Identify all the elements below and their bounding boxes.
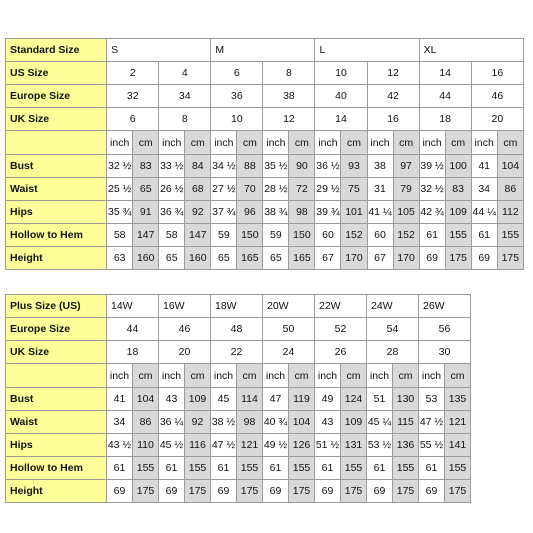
europe-size-cell: 52 <box>315 318 367 341</box>
value-inch: 32 ½ <box>419 178 445 201</box>
measurement-row <box>6 224 524 247</box>
value-cm: 96 <box>237 201 263 224</box>
value-inch: 58 <box>107 224 133 247</box>
value-inch: 38 ½ <box>211 411 237 434</box>
unit-inch: inch <box>159 131 185 155</box>
value-inch: 69 <box>419 480 445 503</box>
value-cm: 175 <box>185 480 211 503</box>
units-label-spacer <box>6 364 107 388</box>
value-cm: 175 <box>393 480 419 503</box>
value-cm: 79 <box>393 178 419 201</box>
value-cm: 98 <box>237 411 263 434</box>
value-inch: 27 ½ <box>211 178 237 201</box>
uk-size-cell: 12 <box>263 108 315 131</box>
europe-size-cell: 46 <box>159 318 211 341</box>
value-cm: 121 <box>445 411 471 434</box>
value-cm: 83 <box>133 155 159 178</box>
value-cm: 109 <box>445 201 471 224</box>
value-cm: 160 <box>185 247 211 270</box>
europe-size-label: Europe Size <box>6 318 107 341</box>
us-size-label: US Size <box>6 62 107 85</box>
uk-size-cell: 20 <box>471 108 523 131</box>
us-size-cell: 6 <box>211 62 263 85</box>
unit-inch: inch <box>211 131 237 155</box>
uk-size-cell: 24 <box>263 341 315 364</box>
value-cm: 126 <box>289 434 315 457</box>
unit-inch: inch <box>211 364 237 388</box>
value-inch: 67 <box>367 247 393 270</box>
value-cm: 150 <box>237 224 263 247</box>
measurement-label: Height <box>6 247 107 270</box>
value-inch: 36 ½ <box>315 155 341 178</box>
value-cm: 155 <box>497 224 523 247</box>
us-size-cell: 2 <box>107 62 159 85</box>
us-size-cell: 12 <box>367 62 419 85</box>
uk-size-cell: 10 <box>211 108 263 131</box>
measurement-row <box>6 178 524 201</box>
europe-size-cell: 46 <box>471 85 523 108</box>
measurement-label: Hollow to Hem <box>6 457 107 480</box>
unit-inch: inch <box>367 131 393 155</box>
value-cm: 175 <box>445 247 471 270</box>
value-inch: 65 <box>159 247 185 270</box>
europe-size-label: Europe Size <box>6 85 107 108</box>
value-cm: 131 <box>341 434 367 457</box>
plus-size-chart <box>5 294 471 503</box>
europe-size-cell: 38 <box>263 85 315 108</box>
unit-cm: cm <box>237 364 263 388</box>
value-inch: 65 <box>211 247 237 270</box>
value-inch: 38 <box>367 155 393 178</box>
value-inch: 61 <box>263 457 289 480</box>
value-inch: 34 <box>107 411 133 434</box>
europe-size-cell: 34 <box>159 85 211 108</box>
measurement-row <box>6 201 524 224</box>
value-inch: 45 ¼ <box>367 411 393 434</box>
unit-inch: inch <box>367 364 393 388</box>
measurement-label: Height <box>6 480 107 503</box>
value-cm: 160 <box>133 247 159 270</box>
unit-cm: cm <box>445 364 471 388</box>
value-cm: 109 <box>341 411 367 434</box>
value-inch: 67 <box>315 247 341 270</box>
unit-inch: inch <box>471 131 497 155</box>
value-cm: 136 <box>393 434 419 457</box>
standard-measurements <box>6 155 524 270</box>
value-inch: 49 <box>315 388 341 411</box>
us-size-cell: 14 <box>419 62 471 85</box>
value-cm: 175 <box>237 480 263 503</box>
measurement-row <box>6 480 471 503</box>
uk-size-cell: 20 <box>159 341 211 364</box>
value-cm: 100 <box>445 155 471 178</box>
value-inch: 61 <box>367 457 393 480</box>
value-cm: 155 <box>445 457 471 480</box>
unit-cm: cm <box>289 364 315 388</box>
value-cm: 104 <box>133 388 159 411</box>
value-inch: 38 ¾ <box>263 201 289 224</box>
value-inch: 51 ½ <box>315 434 341 457</box>
value-cm: 116 <box>185 434 211 457</box>
value-cm: 175 <box>445 480 471 503</box>
measurement-row <box>6 434 471 457</box>
value-inch: 53 <box>419 388 445 411</box>
value-inch: 59 <box>263 224 289 247</box>
value-inch: 34 ½ <box>211 155 237 178</box>
unit-inch: inch <box>315 131 341 155</box>
uk-size-cell: 22 <box>211 341 263 364</box>
plus-measurements <box>6 388 471 503</box>
value-cm: 147 <box>185 224 211 247</box>
value-inch: 34 <box>471 178 497 201</box>
value-inch: 45 ½ <box>159 434 185 457</box>
value-cm: 165 <box>289 247 315 270</box>
value-inch: 43 <box>315 411 341 434</box>
value-inch: 69 <box>471 247 497 270</box>
unit-cm: cm <box>185 364 211 388</box>
value-cm: 155 <box>393 457 419 480</box>
units-label-spacer <box>6 131 107 155</box>
uk-size-cell: 14 <box>315 108 367 131</box>
plus-size-label: Plus Size (US) <box>6 295 107 318</box>
value-cm: 175 <box>133 480 159 503</box>
value-inch: 44 ¼ <box>471 201 497 224</box>
value-cm: 170 <box>393 247 419 270</box>
value-cm: 150 <box>289 224 315 247</box>
value-cm: 130 <box>393 388 419 411</box>
uk-size-label: UK Size <box>6 108 107 131</box>
value-cm: 70 <box>237 178 263 201</box>
value-inch: 26 ½ <box>159 178 185 201</box>
value-inch: 35 ½ <box>263 155 289 178</box>
uk-size-cell: 6 <box>107 108 159 131</box>
value-inch: 41 ¼ <box>367 201 393 224</box>
measurement-row <box>6 247 524 270</box>
europe-size-cell: 50 <box>263 318 315 341</box>
value-cm: 92 <box>185 411 211 434</box>
value-inch: 32 ½ <box>107 155 133 178</box>
measurement-label: Bust <box>6 388 107 411</box>
value-cm: 110 <box>133 434 159 457</box>
unit-inch: inch <box>107 131 133 155</box>
value-inch: 28 ½ <box>263 178 289 201</box>
value-inch: 43 <box>159 388 185 411</box>
unit-inch: inch <box>419 131 445 155</box>
value-cm: 121 <box>237 434 263 457</box>
value-inch: 61 <box>315 457 341 480</box>
uk-size-cell: 16 <box>367 108 419 131</box>
value-cm: 155 <box>445 224 471 247</box>
uk-size-cell: 30 <box>419 341 471 364</box>
value-cm: 152 <box>393 224 419 247</box>
unit-cm: cm <box>393 131 419 155</box>
size-header-l: L <box>315 39 419 62</box>
uk-size-label: UK Size <box>6 341 107 364</box>
value-cm: 165 <box>237 247 263 270</box>
value-inch: 69 <box>315 480 341 503</box>
plus-size-header: 22W <box>315 295 367 318</box>
unit-cm: cm <box>133 364 159 388</box>
value-inch: 36 ¾ <box>159 201 185 224</box>
size-header-m: M <box>211 39 315 62</box>
standard-size-chart <box>5 38 524 270</box>
us-size-cell: 16 <box>471 62 523 85</box>
value-cm: 124 <box>341 388 367 411</box>
value-cm: 141 <box>445 434 471 457</box>
us-size-cell: 8 <box>263 62 315 85</box>
size-header-s: S <box>107 39 211 62</box>
value-cm: 135 <box>445 388 471 411</box>
europe-size-cell: 44 <box>107 318 159 341</box>
value-inch: 60 <box>367 224 393 247</box>
value-cm: 68 <box>185 178 211 201</box>
measurement-label: Hips <box>6 434 107 457</box>
plus-size-header: 16W <box>159 295 211 318</box>
value-inch: 33 ½ <box>159 155 185 178</box>
measurement-row <box>6 457 471 480</box>
unit-cm: cm <box>185 131 211 155</box>
value-inch: 47 ½ <box>419 411 445 434</box>
value-inch: 69 <box>263 480 289 503</box>
unit-inch: inch <box>107 364 133 388</box>
uk-size-cell: 18 <box>419 108 471 131</box>
value-inch: 61 <box>211 457 237 480</box>
value-cm: 115 <box>393 411 419 434</box>
value-cm: 175 <box>497 247 523 270</box>
value-cm: 155 <box>341 457 367 480</box>
us-size-cell: 4 <box>159 62 211 85</box>
value-cm: 104 <box>497 155 523 178</box>
value-inch: 45 <box>211 388 237 411</box>
value-inch: 25 ½ <box>107 178 133 201</box>
value-inch: 69 <box>211 480 237 503</box>
value-cm: 175 <box>341 480 367 503</box>
value-cm: 170 <box>341 247 367 270</box>
value-inch: 47 <box>263 388 289 411</box>
value-cm: 119 <box>289 388 315 411</box>
value-inch: 41 <box>471 155 497 178</box>
value-inch: 36 ¼ <box>159 411 185 434</box>
unit-cm: cm <box>289 131 315 155</box>
value-inch: 47 ½ <box>211 434 237 457</box>
value-inch: 65 <box>263 247 289 270</box>
value-cm: 112 <box>497 201 523 224</box>
unit-cm: cm <box>341 131 367 155</box>
value-cm: 105 <box>393 201 419 224</box>
value-cm: 65 <box>133 178 159 201</box>
value-cm: 92 <box>185 201 211 224</box>
plus-size-header: 24W <box>367 295 419 318</box>
unit-cm: cm <box>237 131 263 155</box>
europe-size-cell: 32 <box>107 85 159 108</box>
value-inch: 39 ¾ <box>315 201 341 224</box>
value-inch: 61 <box>419 457 445 480</box>
value-inch: 61 <box>107 457 133 480</box>
value-cm: 88 <box>237 155 263 178</box>
unit-cm: cm <box>393 364 419 388</box>
plus-size-header: 26W <box>419 295 471 318</box>
value-cm: 155 <box>289 457 315 480</box>
value-inch: 49 ½ <box>263 434 289 457</box>
unit-inch: inch <box>315 364 341 388</box>
value-cm: 86 <box>133 411 159 434</box>
value-inch: 41 <box>107 388 133 411</box>
value-cm: 90 <box>289 155 315 178</box>
value-inch: 55 ½ <box>419 434 445 457</box>
value-cm: 75 <box>341 178 367 201</box>
europe-size-cell: 56 <box>419 318 471 341</box>
size-header-xl: XL <box>419 39 523 62</box>
value-cm: 109 <box>185 388 211 411</box>
value-inch: 53 ½ <box>367 434 393 457</box>
value-cm: 97 <box>393 155 419 178</box>
plus-size-header: 20W <box>263 295 315 318</box>
unit-inch: inch <box>419 364 445 388</box>
value-cm: 155 <box>133 457 159 480</box>
value-inch: 51 <box>367 388 393 411</box>
unit-cm: cm <box>445 131 471 155</box>
measurement-label: Hips <box>6 201 107 224</box>
europe-size-cell: 40 <box>315 85 367 108</box>
value-inch: 37 ¾ <box>211 201 237 224</box>
measurement-label: Bust <box>6 155 107 178</box>
value-cm: 175 <box>289 480 315 503</box>
measurement-row <box>6 411 471 434</box>
unit-cm: cm <box>133 131 159 155</box>
value-inch: 69 <box>367 480 393 503</box>
value-inch: 29 ½ <box>315 178 341 201</box>
unit-cm: cm <box>497 131 523 155</box>
uk-size-cell: 8 <box>159 108 211 131</box>
unit-inch: inch <box>159 364 185 388</box>
unit-cm: cm <box>341 364 367 388</box>
value-inch: 69 <box>107 480 133 503</box>
europe-size-cell: 44 <box>419 85 471 108</box>
value-cm: 72 <box>289 178 315 201</box>
value-inch: 59 <box>211 224 237 247</box>
value-cm: 84 <box>185 155 211 178</box>
us-size-cell: 10 <box>315 62 367 85</box>
value-cm: 83 <box>445 178 471 201</box>
value-cm: 98 <box>289 201 315 224</box>
value-inch: 61 <box>471 224 497 247</box>
unit-inch: inch <box>263 364 289 388</box>
value-inch: 31 <box>367 178 393 201</box>
unit-inch: inch <box>263 131 289 155</box>
value-cm: 155 <box>237 457 263 480</box>
value-inch: 69 <box>159 480 185 503</box>
value-inch: 39 ½ <box>419 155 445 178</box>
europe-size-cell: 42 <box>367 85 419 108</box>
value-cm: 155 <box>185 457 211 480</box>
value-inch: 69 <box>419 247 445 270</box>
value-inch: 61 <box>159 457 185 480</box>
measurement-label: Hollow to Hem <box>6 224 107 247</box>
uk-size-cell: 28 <box>367 341 419 364</box>
measurement-label: Waist <box>6 178 107 201</box>
value-inch: 58 <box>159 224 185 247</box>
value-inch: 43 ½ <box>107 434 133 457</box>
value-cm: 152 <box>341 224 367 247</box>
uk-size-cell: 26 <box>315 341 367 364</box>
value-cm: 101 <box>341 201 367 224</box>
value-cm: 86 <box>497 178 523 201</box>
standard-size-label: Standard Size <box>6 39 107 62</box>
measurement-row <box>6 388 471 411</box>
europe-size-cell: 48 <box>211 318 263 341</box>
value-cm: 147 <box>133 224 159 247</box>
value-cm: 114 <box>237 388 263 411</box>
value-inch: 60 <box>315 224 341 247</box>
europe-size-cell: 36 <box>211 85 263 108</box>
value-cm: 91 <box>133 201 159 224</box>
measurement-row <box>6 155 524 178</box>
measurement-label: Waist <box>6 411 107 434</box>
value-inch: 35 ¾ <box>107 201 133 224</box>
plus-size-header: 18W <box>211 295 263 318</box>
value-cm: 93 <box>341 155 367 178</box>
value-inch: 61 <box>419 224 445 247</box>
value-inch: 40 ¾ <box>263 411 289 434</box>
plus-size-header: 14W <box>107 295 159 318</box>
value-inch: 42 ¾ <box>419 201 445 224</box>
europe-size-cell: 54 <box>367 318 419 341</box>
value-cm: 104 <box>289 411 315 434</box>
value-inch: 63 <box>107 247 133 270</box>
uk-size-cell: 18 <box>107 341 159 364</box>
